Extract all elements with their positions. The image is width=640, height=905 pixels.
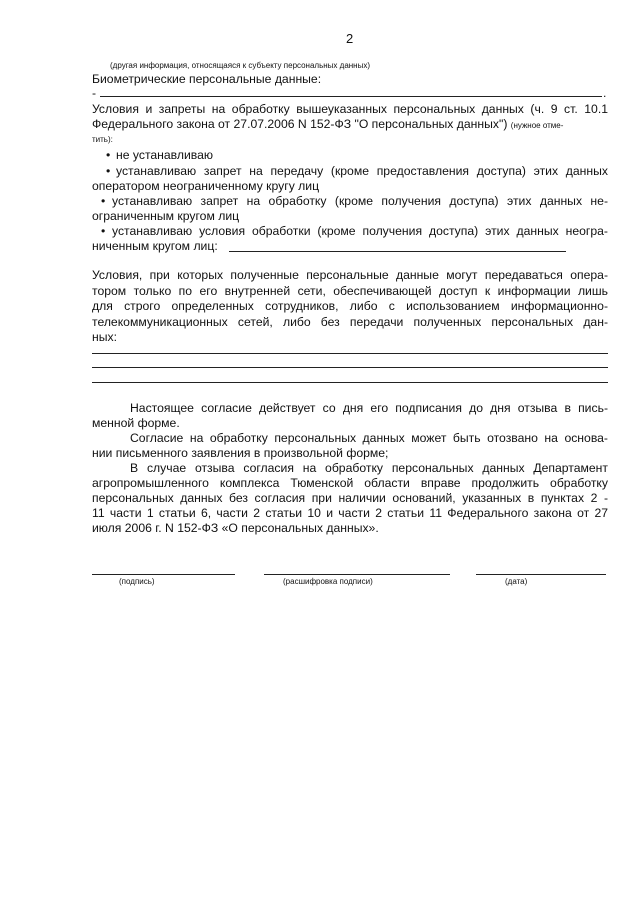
biometric-line [100, 96, 602, 97]
transfer-fill-line [92, 367, 608, 368]
biometric-tail: . [603, 86, 607, 100]
signature-line [92, 574, 235, 575]
consent-3-line-2: агропромышленного комплекса Тюменской области вправе продолжить обработку [92, 476, 608, 490]
option-bullet: • [101, 194, 106, 208]
transfer-line-3: для строго определенных сотрудников, либо с использованием информационно- [92, 299, 608, 313]
transfer-line-2: тором только по его внутренней сети, обеспечивающей доступ к информации лишь [92, 284, 608, 298]
transfer-fill-line [92, 353, 608, 354]
biometric-dash: - [92, 86, 97, 100]
option-bullet: • [106, 164, 111, 178]
signature-decode-line [264, 574, 450, 575]
option-ban-processing-line-1: устанавливаю запрет на обработку (кроме получения доступа) этих данных не- [112, 194, 608, 208]
consent-3-line-5: июля 2006 г. N 152-ФЗ «О персональных данных». [92, 521, 379, 535]
conditions-line-2-note: (нужное отме- [510, 121, 564, 130]
biometric-label: Биометрические персональные данные: [92, 72, 322, 86]
consent-2-line-2: нии письменного заявления в произвольной форме; [92, 446, 389, 460]
transfer-fill-line [92, 382, 608, 383]
consent-3-line-4: 11 части 1 статьи 6, части 2 статьи 10 и части 2 статьи 11 Федерального закона от 27 [92, 506, 608, 520]
consent-1-line-2: менной форме. [92, 416, 180, 430]
conditions-fill-line [229, 251, 566, 252]
conditions-line-3-note: тить): [92, 135, 113, 144]
signature-caption: (подпись) [119, 577, 155, 586]
option-bullet: • [106, 148, 111, 162]
conditions-line-1: Условия и запреты на обработку вышеуказанных персональных данных (ч. 9 ст. 10.1 [92, 102, 608, 116]
consent-1-line-1: Настоящее согласие действует со дня его подписания до дня отзыва в пись- [130, 401, 608, 415]
consent-3-line-1: В случае отзыва согласия на обработку персональных данных Департамент [130, 461, 608, 475]
conditions-line-2 [92, 117, 563, 132]
option-ban-transfer-line-2: оператором неограниченному кругу лиц [92, 179, 320, 193]
transfer-line-5: ных: [92, 330, 117, 344]
option-not-set: не устанавливаю [116, 148, 214, 162]
transfer-line-1: Условия, при которых полученные персональные данные могут передаваться опера- [92, 268, 608, 282]
date-line [476, 574, 606, 575]
option-set-conditions-line-1: устанавливаю условия обработки (кроме получения доступа) этих данных неогра- [112, 224, 608, 238]
option-set-conditions-line-2: ниченным кругом лиц: [92, 239, 218, 253]
signature-decode-caption: (расшифровка подписи) [283, 577, 373, 586]
consent-2-line-1: Согласие на обработку персональных данных может быть отозвано на основа- [130, 431, 608, 445]
option-ban-processing-line-2: ограниченным кругом лиц [92, 209, 240, 223]
option-bullet: • [101, 224, 106, 238]
other-info-caption: (другая информация, относящаяся к субъекту персональных данных) [110, 61, 371, 70]
consent-3-line-3: персональных данных без согласия при наличии оснований, указанных в пунктах 2 - [92, 491, 608, 505]
option-ban-transfer-line-1: устанавливаю запрет на передачу (кроме предоставления доступа) этих данных [116, 164, 608, 178]
date-caption: (дата) [505, 577, 528, 586]
conditions-line-2-main: Федерального закона от 27.07.2006 N 152-ФЗ "О персональных данных") [92, 117, 508, 131]
page-number: 2 [346, 31, 354, 46]
transfer-line-4: телекоммуникационных сетей, либо без передачи полученных персональных дан- [92, 315, 608, 329]
